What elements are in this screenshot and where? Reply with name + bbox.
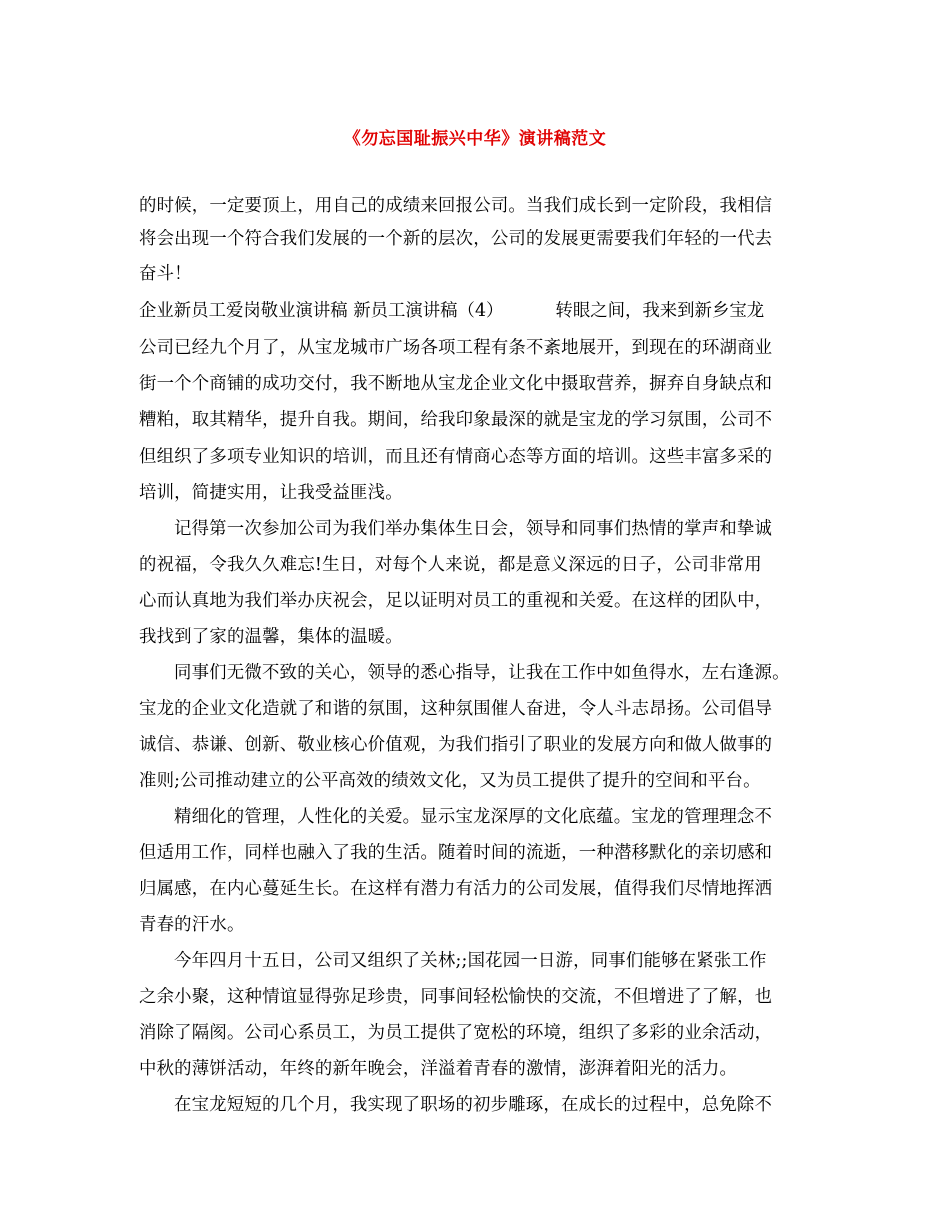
paragraph-line: 同事们无微不致的关心，领导的悉心指导，让我在工作中如鱼得水，左右逢源。	[174, 663, 790, 683]
section-heading: 企业新员工爱岗敬业演讲稿 新员工演讲稿（4）	[139, 301, 504, 321]
paragraph-line: 心而认真地为我们举办庆祝会，足以证明对员工的重视和关爱。在这样的团队中，	[139, 591, 773, 611]
paragraph-line: 青春的汗水。	[139, 915, 245, 935]
paragraph-line: 糟粕，取其精华，提升自我。期间，给我印象最深的就是宝龙的学习氛围，公司不	[139, 410, 773, 430]
paragraph-line: 记得第一次参加公司为我们举办集体生日会，领导和同事们热情的掌声和挚诚	[174, 519, 773, 539]
paragraph-line: 归属感，在内心蔓延生长。在这样有潜力有活力的公司发展，值得我们尽情地挥洒	[139, 879, 773, 899]
document-title: 《勿忘国耻振兴中华》演讲稿范文	[343, 129, 607, 149]
paragraph-line: 宝龙的企业文化造就了和谐的氛围，这种氛围催人奋进，令人斗志昂扬。公司倡导	[139, 699, 773, 719]
paragraph-line: 在宝龙短短的几个月，我实现了职场的初步雕琢，在成长的过程中，总免除不	[174, 1095, 773, 1115]
paragraph-text: 转眼之间，我来到新乡宝龙	[555, 301, 765, 321]
paragraph-line: 将会出现一个符合我们发展的一个新的层次，公司的发展更需要我们年轻的一代去	[139, 229, 773, 249]
paragraph-line: 精细化的管理，人性化的关爱。显示宝龙深厚的文化底蕴。宝龙的管理理念不	[174, 807, 773, 827]
paragraph-line: 的时候，一定要顶上，用自己的成绩来回报公司。当我们成长到一定阶段，我相信	[139, 196, 773, 216]
paragraph-line: 街一个个商铺的成功交付，我不断地从宝龙企业文化中摄取营养，摒弃自身缺点和	[139, 374, 773, 394]
paragraph-line: 培训，简捷实用，让我受益匪浅。	[139, 483, 403, 503]
paragraph-line: 准则;公司推动建立的公平高效的绩效文化，又为员工提供了提升的空间和平台。	[139, 771, 761, 791]
paragraph-line: 之余小聚，这种情谊显得弥足珍贵，同事间轻松愉快的交流，不但增进了了解，也	[139, 987, 773, 1007]
paragraph-line: 公司已经九个月了，从宝龙城市广场各项工程有条不紊地展开，到现在的环湖商业	[139, 338, 773, 358]
paragraph-line: 的祝福，令我久久难忘!生日，对每个人来说，都是意义深远的日子，公司非常用	[139, 555, 762, 575]
paragraph-line: 但组织了多项专业知识的培训，而且还有情商心态等方面的培训。这些丰富多采的	[139, 447, 773, 467]
paragraph-line: 我找到了家的温馨，集体的温暖。	[139, 627, 403, 647]
paragraph-line: 消除了隔阂。公司心系员工，为员工提供了宽松的环境，组织了多彩的业余活动，	[139, 1023, 773, 1043]
section-heading-line	[139, 300, 819, 322]
paragraph-line: 但适用工作，同样也融入了我的生活。随着时间的流逝，一种潜移默化的亲切感和	[139, 843, 773, 863]
paragraph-line: 诚信、恭谦、创新、敬业核心价值观，为我们指引了职业的发展方向和做人做事的	[139, 735, 773, 755]
paragraph-line: 奋斗！	[139, 264, 192, 284]
paragraph-line: 今年四月十五日，公司又组织了关林;;国花园一日游，同事们能够在紧张工作	[174, 951, 767, 971]
paragraph-line: 中秋的薄饼活动，年终的新年晚会，洋溢着青春的激情，澎湃着阳光的活力。	[139, 1059, 738, 1079]
